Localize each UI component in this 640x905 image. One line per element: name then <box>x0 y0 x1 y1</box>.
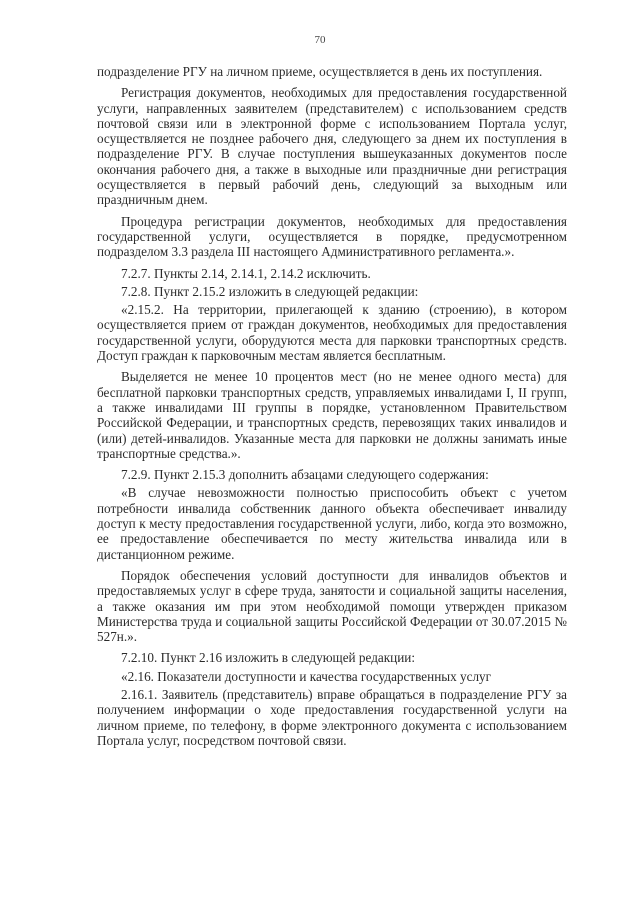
paragraph: 7.2.8. Пункт 2.15.2 изложить в следующей редакции: <box>121 283 419 299</box>
paragraph: 7.2.10. Пункт 2.16 изложить в следующей редакции: <box>121 650 415 666</box>
paragraph: Порядок обеспечения условий доступности для инвалидов объектов и предоставляемых услуг в сфере труда, занятости и социальной защиты населения, а также оказания им при этом необходимой помощи утвержден приказом Министерства труда и социальной защиты Российской Федерации от 30.07.2015 № 527н.». <box>97 567 567 645</box>
paragraph: Процедура регистрации документов, необходимых для предоставления государственной услуги, осуществляется в порядке, предусмотренном подразделом 3.3 раздела III настоящего Административного регламента.». <box>97 213 567 260</box>
paragraph: 7.2.9. Пункт 2.15.3 дополнить абзацами следующего содержания: <box>121 467 489 483</box>
paragraph: «2.15.2. На территории, прилегающей к зданию (строению), в котором осуществляется прием от граждан документов, необходимых для предоставления государственной услуги, оборудуются места для парковки транспортных средств. Доступ граждан к парковочным местам является бесплатным. <box>97 302 567 364</box>
paragraph: «В случае невозможности полностью приспособить объект с учетом потребности инвалида собственник данного объекта обеспечивает инвалиду доступ к месту предоставления государственной услуги, либо, когда это возможно, ее предоставление обеспечивается по месту жительства инвалида или в дистанционном режиме. <box>97 485 567 562</box>
paragraph: 2.16.1. Заявитель (представитель) вправе обращаться в подразделение РГУ за получением информации о ходе предоставления государственной услуги на личном приеме, по телефону, в форме электронного документа с использованием Портала услуг, посредством почтовой связи. <box>97 686 567 748</box>
paragraph: подразделение РГУ на личном приеме, осуществляется в день их поступления. <box>97 64 543 79</box>
paragraph: Регистрация документов, необходимых для предоставления государственной услуги, направленных заявителем (представителем) с использованием средств почтовой связи или в электронной форме с использованием Портала услуг, осуществляется не позднее рабочего дня, следующего за днем их поступления в подразделение РГУ. В случае поступления вышеуказанных документов после окончания рабочего дня, а также в выходные или праздничные дни регистрация осуществляется в первый рабочий день, следующий за выходным или праздничным днем. <box>97 85 567 208</box>
paragraph: «2.16. Показатели доступности и качества государственных услуг <box>121 668 492 684</box>
page-number: 70 <box>314 34 326 46</box>
paragraph: 7.2.7. Пункты 2.14, 2.14.1, 2.14.2 исключить. <box>121 265 371 281</box>
paragraph: Выделяется не менее 10 процентов мест (но не менее одного места) для бесплатной парковки транспортных средств, управляемых инвалидами I, II групп, а также инвалидами III группы в порядке, установленном Правительством Российской Федерации, и транспортных средств, перевозящих таких инвалидов и (или) детей-инвалидов. Указанные места для парковки не должны занимать иные транспортные средства.». <box>97 369 567 461</box>
document-body <box>97 64 567 754</box>
